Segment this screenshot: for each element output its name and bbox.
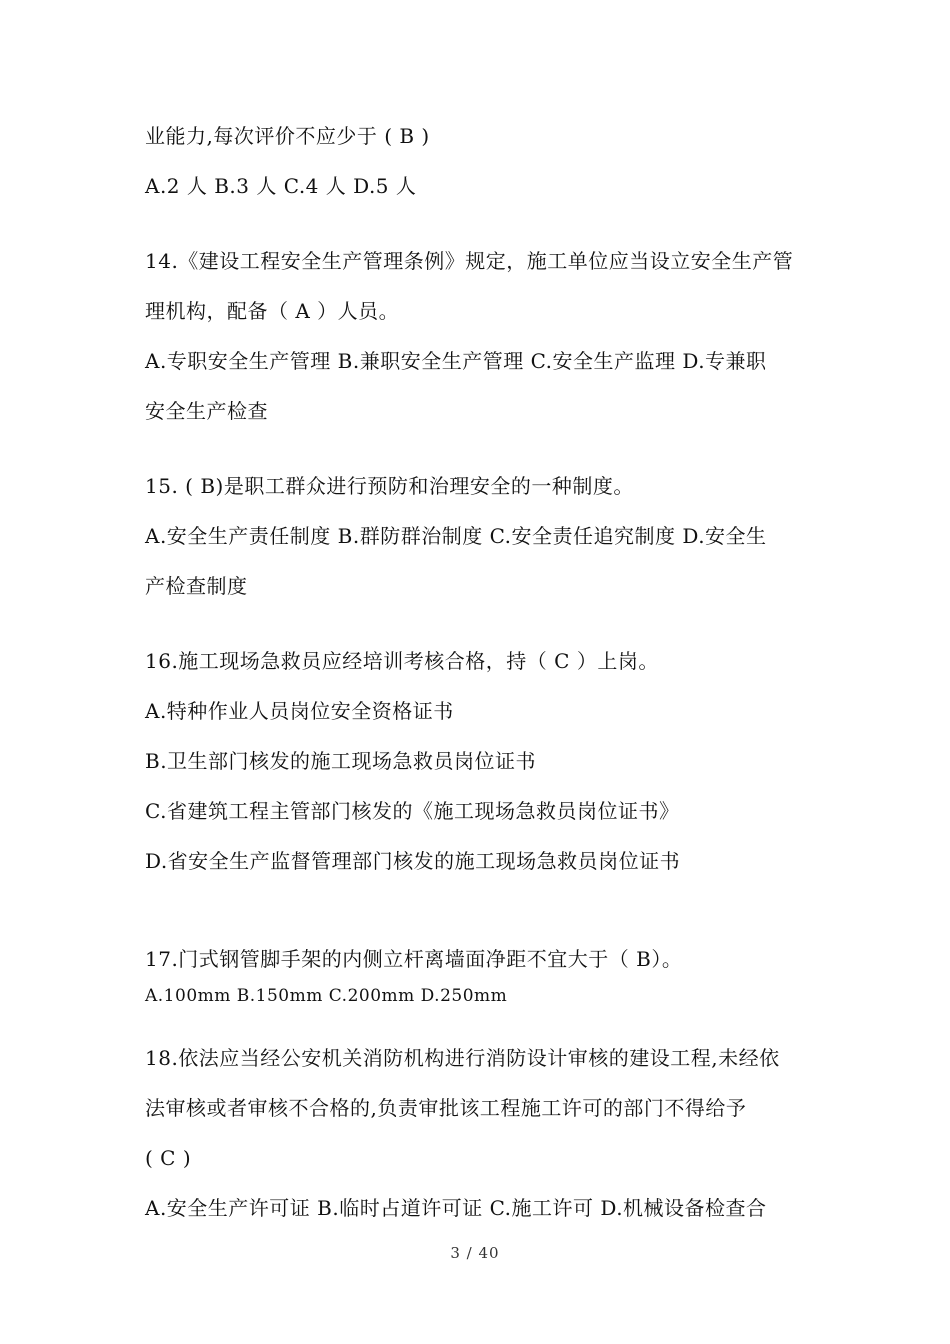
q18-options: A.安全生产许可证 B.临时占道许可证 C.施工许可 D.机械设备检查合 <box>145 1196 767 1220</box>
q14-options-line-1: A.专职安全生产管理 B.兼职安全生产管理 C.安全生产监理 D.专兼职 <box>145 349 767 373</box>
q15-stem: 15. ( B)是职工群众进行预防和治理安全的一种制度。 <box>145 474 634 498</box>
q16-option-d: D.省安全生产监督管理部门核发的施工现场急救员岗位证书 <box>145 849 681 873</box>
q18-stem-line-2: 法审核或者审核不合格的,负责审批该工程施工许可的部门不得给予 <box>145 1096 747 1120</box>
q17-options: A.100mm B.150mm C.200mm D.250mm <box>145 986 508 1006</box>
q16-stem: 16.施工现场急救员应经培训考核合格，持（ C ）上岗。 <box>145 649 659 673</box>
q18-stem-line-1: 18.依法应当经公安机关消防机构进行消防设计审核的建设工程,未经依 <box>145 1046 780 1070</box>
q14-stem-line-2: 理机构，配备（ A ）人员。 <box>145 299 400 323</box>
q16-option-b: B.卫生部门核发的施工现场急救员岗位证书 <box>145 749 537 773</box>
q16-option-c: C.省建筑工程主管部门核发的《施工现场急救员岗位证书》 <box>145 799 680 823</box>
q18-stem-line-3: ( C ) <box>145 1146 192 1170</box>
q14-stem-line-1: 14.《建设工程安全生产管理条例》规定，施工单位应当设立安全生产管 <box>145 249 794 273</box>
q15-options-line-1: A.安全生产责任制度 B.群防群治制度 C.安全责任追究制度 D.安全生 <box>145 524 767 548</box>
q15-options-line-2: 产检查制度 <box>145 574 248 598</box>
q13-continuation: 业能力,每次评价不应少于 ( B ) <box>145 124 430 148</box>
q16-option-a: A.特种作业人员岗位安全资格证书 <box>145 699 454 723</box>
q17-stem: 17.门式钢管脚手架的内侧立杆离墙面净距不宜大于（ B）。 <box>145 947 683 971</box>
page-number: 3 / 40 <box>450 1244 500 1262</box>
q13-options: A.2 人 B.3 人 C.4 人 D.5 人 <box>145 174 417 198</box>
q14-options-line-2: 安全生产检查 <box>145 399 268 423</box>
